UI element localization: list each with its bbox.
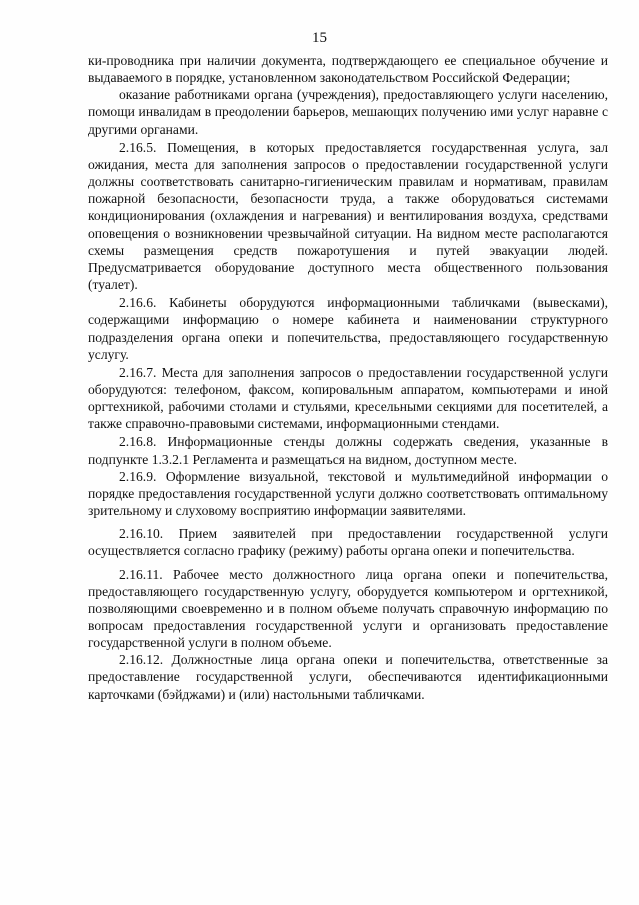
paragraph-2-16-11: 2.16.11. Рабочее место должностного лица органа опеки и попечительства, предоставляющего государственную услугу, оборудуется компьютером и оргтехникой, позволяющими своевременно и в полном объеме получать справочную информацию по вопросам предоставления государственной услуги и организовать предоставление государственной услуги в полном объеме.	[88, 566, 608, 651]
paragraph-2-16-7: 2.16.7. Места для заполнения запросов о предоставлении государственной услуги оборудуются: телефоном, факсом, копировальным аппаратом, компьютерами и иной оргтехникой, рабочими столами и стульями, кресельными секциями для посетителей, а также справочно-правовыми системами, информационными стендами.	[88, 364, 608, 432]
paragraph-2-16-5: 2.16.5. Помещения, в которых предоставляется государственная услуга, зал ожидания, места для заполнения запросов о предоставлении государственной услуги должны соответствовать санитарно-гигиеническим правилам и нормативам, правилам пожарной безопасности, безопасности труда, а также оборудоваться системами кондиционирования (охлаждения и нагревания) и вентилирования воздуха, средствами оповещения о возникновении чрезвычайной ситуации. На видном месте располагаются схемы размещения средств пожаротушения и путей эвакуации людей. Предусматривается оборудование доступного места общественного пользования (туалет).	[88, 139, 608, 293]
body-text	[88, 52, 608, 703]
page-number: 15	[312, 30, 327, 46]
paragraph-2-16-6: 2.16.6. Кабинеты оборудуются информационными табличками (вывесками), содержащими информацию о номере кабинета и наименовании структурного подразделения органа опеки и попечительства, предоставляющего государственную услугу.	[88, 295, 608, 362]
paragraph-2-16-8: 2.16.8. Информационные стенды должны содержать сведения, указанные в подпункте 1.3.2.1 Регламента и размещаться на видном, доступном месте.	[88, 434, 608, 467]
paragraph-assistance: оказание работниками органа (учреждения), предоставляющего услуги населению, помощи инвалидам в преодолении барьеров, мешающих получению ими услуг наравне с другими органами.	[88, 87, 608, 137]
paragraph-continuation: ки-проводника при наличии документа, подтверждающего ее специальное обучение и выдаваемого в порядке, установленном законодательством Российской Федерации;	[88, 53, 608, 86]
paragraph-2-16-10: 2.16.10. Прием заявителей при предоставлении государственной услуги осуществляется согласно графику (режиму) работы органа опеки и попечительства.	[88, 526, 608, 559]
paragraph-2-16-9: 2.16.9. Оформление визуальной, текстовой и мультимедийной информации о порядке предоставления государственной услуги должно соответствовать оптимальному зрительному и слуховому восприятию информации заявителями.	[88, 468, 608, 519]
paragraph-2-16-12: 2.16.12. Должностные лица органа опеки и попечительства, ответственные за предоставление государственной услуги, обеспечиваются идентификационными карточками (бэйджами) и (или) настольными табличками.	[88, 652, 608, 702]
